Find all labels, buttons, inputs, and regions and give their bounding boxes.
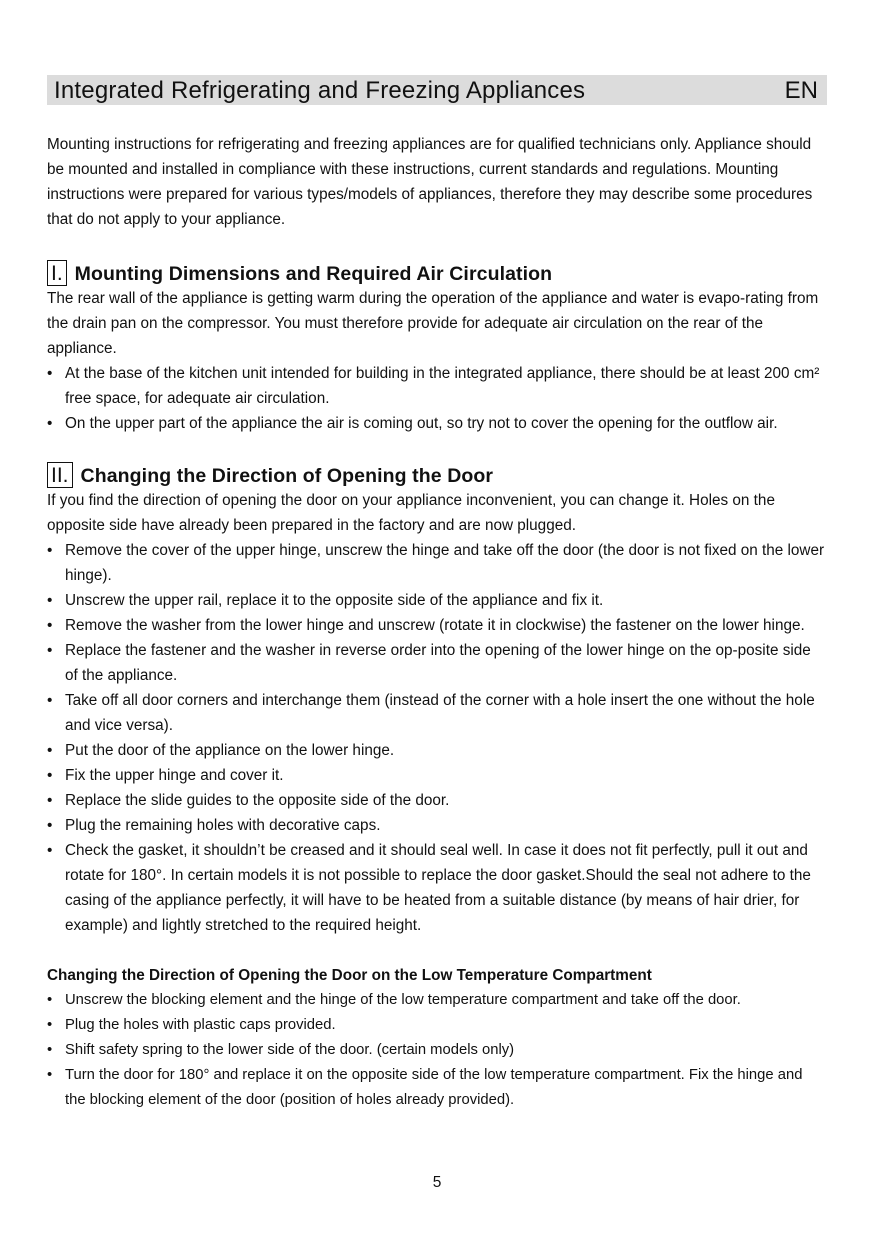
section-1-list (47, 361, 827, 436)
subsection-heading: Changing the Direction of Opening the Door on the Low Temperature Compartment (47, 967, 652, 984)
list-item: • Plug the holes with plastic caps provided. (47, 1013, 827, 1038)
intro-paragraph: Mounting instructions for refrigerating and freezing appliances are for qualified technicians only. Appliance should be mounted and installed in compliance with these instructions, current standards and regulations. Mounting instructions were prepared for various types/models of appliances, therefore they may describe some procedures that do not apply to your appliance. (47, 136, 813, 228)
list-item: • Unscrew the upper rail, replace it to the opposite side of the appliance and fix it. (47, 588, 827, 613)
document-title: Integrated Refrigerating and Freezing Appliances (54, 77, 586, 104)
section-1-numeral: I. (47, 260, 67, 286)
list-item: • Put the door of the appliance on the lower hinge. (47, 738, 827, 763)
section-2-title: Changing the Direction of Opening the Door (80, 465, 494, 487)
section-2-list (47, 538, 827, 938)
list-item: • On the upper part of the appliance the air is coming out, so try not to cover the opening for the outflow air. (47, 411, 827, 436)
list-item: • At the base of the kitchen unit intended for building in the integrated appliance, there should be at least 200 cm² free space, for adequate air circulation. (47, 361, 827, 411)
page-number: 5 (432, 1174, 442, 1191)
language-code: EN (784, 77, 818, 104)
list-item: • Replace the slide guides to the opposite side of the door. (47, 788, 827, 813)
section-2-numeral: II. (47, 462, 73, 488)
list-item: • Turn the door for 180° and replace it on the opposite side of the low temperature compartment. Fix the hinge and the blocking element of the door (position of holes already provided). (47, 1063, 827, 1113)
subsection-list (47, 988, 827, 1113)
section-1-heading (47, 253, 827, 286)
list-item: • Remove the washer from the lower hinge and unscrew (rotate it in clockwise) the fastener on the lower hinge. (47, 613, 827, 638)
document-body (47, 132, 827, 1113)
list-item: • Take off all door corners and interchange them (instead of the corner with a hole insert the one without the hole and vice versa). (47, 688, 827, 738)
list-item: • Shift safety spring to the lower side of the door. (certain models only) (47, 1038, 827, 1063)
section-1-title: Mounting Dimensions and Required Air Circulation (74, 263, 553, 285)
list-item: • Check the gasket, it shouldn’t be creased and it should seal well. In case it does not fit perfectly, pull it out and rotate for 180°. In certain models it is not possible to replace the door gasket.Should the seal not adhere to the casing of the appliance perfectly, it will have to be heated from a suitable distance (by means of hair drier, for example) and lightly stretched to the required height. (47, 838, 827, 938)
list-item: • Replace the fastener and the washer in reverse order into the opening of the lower hinge on the op-posite side of the appliance. (47, 638, 827, 688)
list-item: • Fix the upper hinge and cover it. (47, 763, 827, 788)
list-item: • Unscrew the blocking element and the hinge of the low temperature compartment and take off the door. (47, 988, 827, 1013)
section-2-paragraph: If you find the direction of opening the door on your appliance inconvenient, you can change it. Holes on the opposite side have already been prepared in the factory and are now plugged. (47, 492, 775, 534)
section-1-paragraph: The rear wall of the appliance is getting warm during the operation of the appliance and water is evapo-rating from the drain pan on the compressor. You must therefore provide for adequate air circulation on the rear of the appliance. (47, 290, 819, 357)
list-item: • Plug the remaining holes with decorative caps. (47, 813, 827, 838)
section-2-heading (47, 455, 827, 488)
list-item: • Remove the cover of the upper hinge, unscrew the hinge and take off the door (the door is not fixed on the lower hinge). (47, 538, 827, 588)
header-bar (47, 75, 827, 105)
